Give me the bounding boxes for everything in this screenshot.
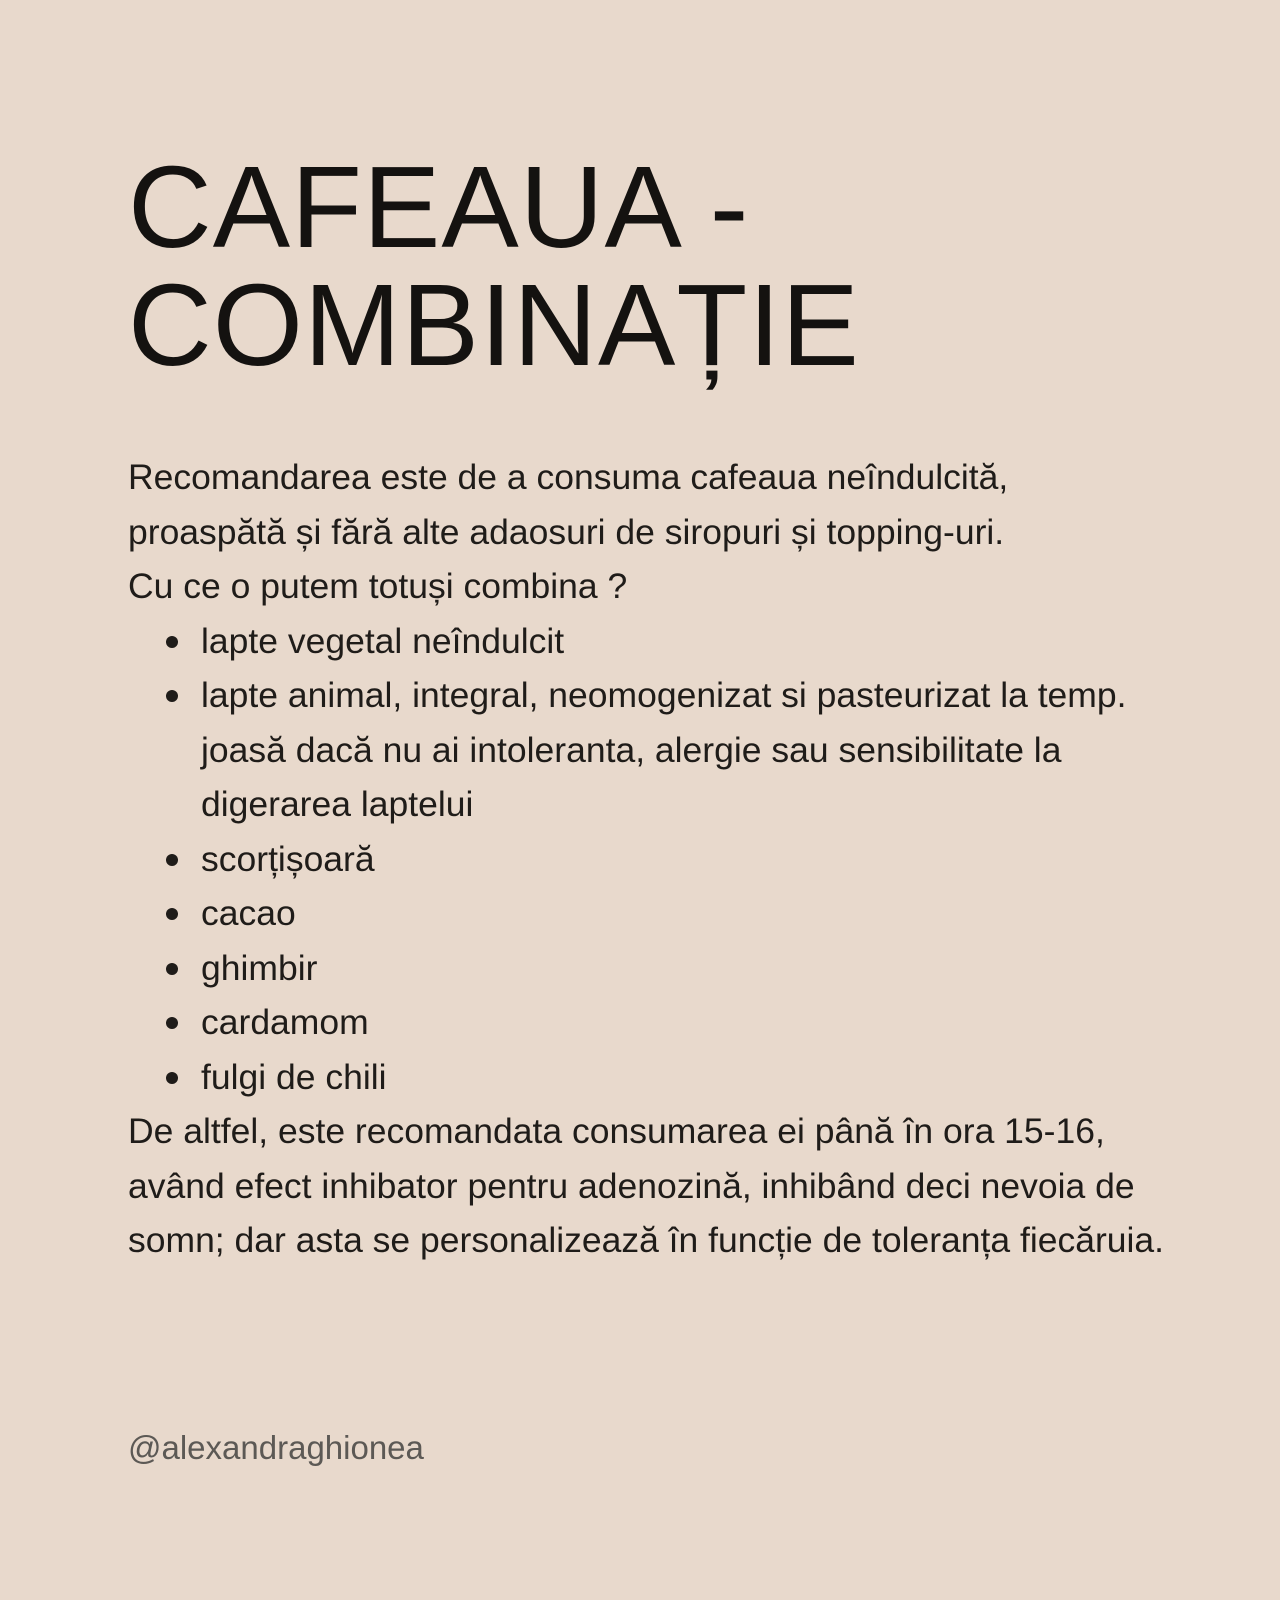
title-line-2: COMBINAȚIE — [128, 260, 860, 390]
list-item — [128, 941, 1168, 996]
bullet-icon — [166, 1072, 178, 1084]
bullet-icon — [166, 963, 178, 975]
intro-paragraph: Recomandarea este de a consuma cafeaua neîndulcită, proaspătă și fără alte adaosuri de siropuri și topping-uri. — [128, 457, 1009, 552]
list-item — [128, 668, 1168, 832]
body-text — [128, 450, 1168, 1268]
bullet-icon — [166, 908, 178, 920]
bullet-icon — [166, 636, 178, 648]
list-item — [128, 1050, 1168, 1105]
bullet-icon — [166, 854, 178, 866]
list-item — [128, 886, 1168, 941]
post-card — [128, 142, 1168, 1268]
list-item-text: cardamom — [201, 1002, 369, 1042]
list-item-text: scorțișoară — [201, 838, 375, 879]
list-item-text: lapte vegetal neîndulcit — [201, 620, 565, 661]
list-item-text: cacao — [201, 893, 296, 933]
list-item-text: lapte animal, integral, neomogenizat si pasteurizat la temp. joasă dacă nu ai intoleranta, alergie sau sensibilitate la digerarea laptelui — [201, 675, 1127, 824]
list-item-text: fulgi de chili — [201, 1056, 387, 1097]
list-item — [128, 995, 1168, 1050]
closing-paragraph: De altfel, este recomandata consumarea ei până în ora 15-16, având efect inhibator pentru adenozină, inhibând deci nevoia de somn; dar asta se personalizează în funcție de toleranța fiecăruia. — [128, 1111, 1165, 1260]
list-item — [128, 832, 1168, 887]
title-line-1: CAFEAUA - — [128, 142, 750, 272]
author-handle: @alexandraghionea — [128, 1429, 424, 1466]
question-line: Cu ce o putem totuși combina ? — [128, 566, 628, 606]
list-item — [128, 614, 1168, 669]
list-item-text: ghimbir — [201, 947, 318, 988]
bullet-icon — [166, 690, 178, 702]
combination-list — [128, 614, 1168, 1105]
bullet-icon — [166, 1017, 178, 1029]
page-title — [128, 142, 1168, 390]
